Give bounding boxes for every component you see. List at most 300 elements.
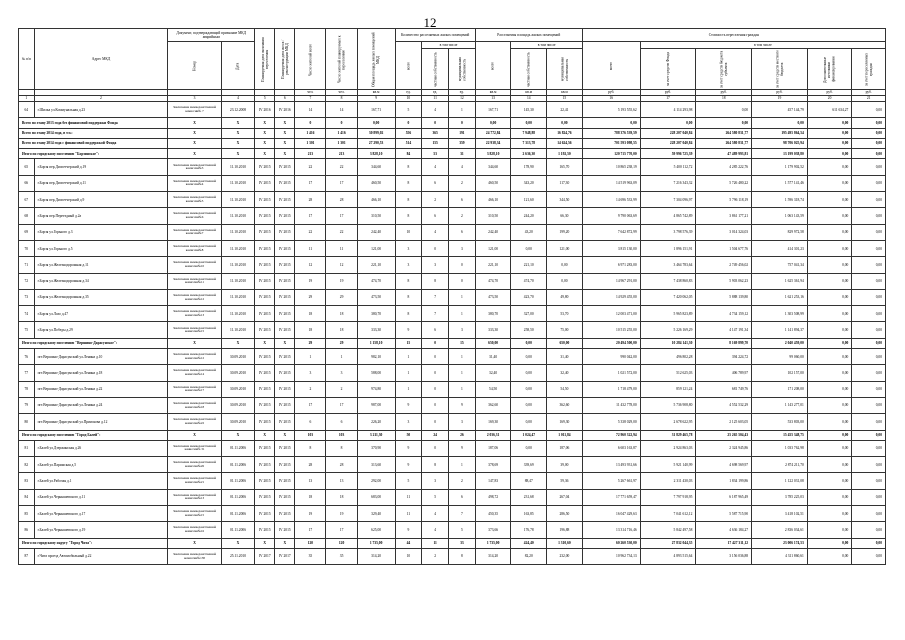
row-address: г.Балей ул.Рабочая д.1 [34, 473, 168, 489]
row-address: пгт.Вершино-Дарасунский ул.Ленина д.18 [34, 365, 168, 381]
summary-value-c17: 0,00 [640, 118, 696, 128]
row-value-c15: 362,60 [547, 397, 583, 413]
row-plan-date: IV 2015 [255, 440, 275, 456]
row-document [168, 208, 221, 224]
summary-value-c10: 514 [395, 138, 422, 148]
row-value-c7: 17 [295, 208, 326, 224]
row-number: 73 [19, 289, 35, 305]
column-number-cell: 2 [34, 96, 168, 102]
header-rooms-total: всего [395, 42, 422, 90]
row-document [168, 159, 221, 175]
row-value-c11: 4 [422, 506, 449, 522]
row-value-c11: 0 [422, 381, 449, 397]
row-value-c13: 169,30 [475, 414, 511, 430]
summary-value-c8: 213 [326, 149, 357, 159]
row-address: г.Борзя ул.Победы д.29 [34, 322, 168, 338]
row-value-c10: 11 [395, 506, 422, 522]
row-value-c12: 6 [449, 489, 476, 505]
row-value-c18: 394 224,72 [696, 349, 752, 365]
header-cost-local: за счет средств местного бюджета [752, 49, 808, 90]
row-value-c21: 0,00 [852, 397, 886, 413]
row-number: 84 [19, 489, 35, 505]
row-value-c13: 473,50 [475, 289, 511, 305]
row-value-c11: 0 [422, 240, 449, 256]
row-value-c12: 7 [449, 506, 476, 522]
row-value-c13: 344,60 [475, 159, 511, 175]
row-plan-date: IV 2015 [255, 457, 275, 473]
table-row [19, 506, 886, 522]
column-number-cell: 3 [168, 96, 221, 102]
row-number: 77 [19, 365, 35, 381]
summary-value-c18: 264 580 831,77 [696, 138, 752, 148]
row-plan-demolish: IV 2015 [275, 159, 295, 175]
row-value-c9: 344,60 [357, 159, 395, 175]
row-value-c21: 0,00 [852, 257, 886, 273]
unit-cell: руб. [807, 90, 852, 96]
row-document-date: 11.10.2010 [221, 289, 254, 305]
document-number: №15 [197, 329, 205, 334]
summary-value-c14: 2 636,30 [511, 149, 547, 159]
row-value-c21: 0,00 [852, 440, 886, 456]
row-document-date: 11.10.2010 [221, 257, 254, 273]
row-plan-date: IV 2015 [255, 240, 275, 256]
row-plan-demolish: IV 2015 [275, 175, 295, 191]
row-value-c14: 221,10 [511, 257, 547, 273]
row-value-c17: 7 797 918,95 [640, 489, 696, 505]
row-value-c13: 221,10 [475, 257, 511, 273]
row-plan-date: IV 2015 [255, 192, 275, 208]
column-number-cell: 21 [852, 96, 886, 102]
row-address: г.Борзя ул.Железнодорожная д.35 [34, 289, 168, 305]
summary-value-c19: 0,00 [752, 118, 808, 128]
document-number: №13 [197, 496, 205, 501]
summary-value-c20: 0,00 [807, 338, 852, 348]
row-value-c8: 28 [326, 192, 357, 208]
row-value-c11: 0 [422, 440, 449, 456]
row-value-c19: 829 972,58 [752, 224, 808, 240]
row-value-c8: 3 [326, 365, 357, 381]
summary-value-c10: 0 [395, 118, 422, 128]
row-value-c18: 5 587 715,90 [696, 506, 752, 522]
row-value-c8: 18 [326, 322, 357, 338]
summary-mark-c3: X [168, 128, 221, 138]
row-document-date: 11.10.2010 [221, 322, 254, 338]
resettlement-table [18, 28, 886, 565]
row-value-c10: 10 [395, 548, 422, 564]
row-value-c11: 2 [422, 192, 449, 208]
row-value-c14: 0,00 [511, 381, 547, 397]
row-value-c10: 3 [395, 414, 422, 430]
row-value-c12: 1 [449, 365, 476, 381]
row-value-c19: 533 803,00 [752, 414, 808, 430]
row-value-c7: 6 [295, 414, 326, 430]
header-doc-number: Номер [168, 42, 221, 90]
row-value-c16: 5 267 661,97 [582, 473, 640, 489]
row-value-c14: 474,70 [511, 273, 547, 289]
row-value-c13: 498,72 [475, 489, 511, 505]
document-number: №18 [197, 404, 205, 409]
row-value-c8: 17 [326, 397, 357, 413]
row-value-c15: 187,06 [547, 440, 583, 456]
header-rooms-private: частная собственность [422, 49, 449, 90]
row-value-c19: 414 301,23 [752, 240, 808, 256]
summary-label: Итого по городскому округу "Город Чита": [19, 538, 168, 548]
row-value-c18: 681 749,76 [696, 381, 752, 397]
summary-mark-c4: X [221, 538, 254, 548]
table-row [19, 192, 886, 208]
summary-value-c11: 0 [422, 118, 449, 128]
summary-value-c21: 0,00 [852, 118, 886, 128]
row-address: г.Борзя ул.Железнодорожная д.34 [34, 273, 168, 289]
row-value-c11: 3 [422, 473, 449, 489]
row-number: 66 [19, 175, 35, 191]
summary-value-c13: 2 036,31 [475, 430, 511, 440]
summary-value-c13: 3 828,10 [475, 149, 511, 159]
row-value-c8: 18 [326, 306, 357, 322]
row-value-c13: 450,35 [475, 506, 511, 522]
row-document [168, 240, 221, 256]
row-document [168, 306, 221, 322]
row-value-c9: 987,00 [357, 397, 395, 413]
row-value-c8: 28 [326, 457, 357, 473]
row-address: пгт.Вершино-Дарасунский ул.Приискова д.12 [34, 414, 168, 430]
summary-value-c16: 60 260 530,00 [582, 538, 640, 548]
row-value-c21: 0,00 [852, 473, 886, 489]
row-value-c9: 683,00 [357, 489, 395, 505]
row-value-c16: 990 042,00 [582, 349, 640, 365]
row-value-c17: 5 842 497,58 [640, 522, 696, 538]
row-document-date: 11.10.2010 [221, 192, 254, 208]
row-plan-date: IV 2015 [255, 473, 275, 489]
summary-value-c7: 29 [295, 338, 326, 348]
unit-cell: руб. [640, 90, 696, 96]
row-document [168, 365, 221, 381]
table-row [19, 397, 886, 413]
row-document [168, 381, 221, 397]
table-row [19, 306, 886, 322]
row-value-c21: 0,00 [852, 522, 886, 538]
row-number: 70 [19, 240, 35, 256]
summary-value-c15: 650,00 [547, 338, 583, 348]
row-value-c17: 5 226 169,29 [640, 322, 696, 338]
summary-value-c13: 24 772,84 [475, 128, 511, 138]
header-total-area: Общая площадь жилых помещений МКД [357, 29, 395, 90]
summary-value-c18: 8 169 899,70 [696, 338, 752, 348]
header-residents: Число жителей всего [295, 29, 326, 90]
row-value-c12: 2 [449, 175, 476, 191]
row-value-c20: 0,00 [807, 506, 852, 522]
row-value-c21: 0,00 [852, 273, 886, 289]
row-value-c11: 8 [422, 273, 449, 289]
row-number: 85 [19, 506, 35, 522]
row-value-c17: 2 311 430,03 [640, 473, 696, 489]
row-value-c15: 32,40 [547, 365, 583, 381]
summary-mark-c5: X [255, 138, 275, 148]
row-document [168, 257, 221, 273]
page-number: 12 [423, 15, 437, 30]
row-value-c18: 5 726 480,22 [696, 175, 752, 191]
column-number-cell: 13 [475, 96, 511, 102]
summary-value-c18: 47 489 993,81 [696, 149, 752, 159]
row-value-c9: 460,50 [357, 175, 395, 191]
row-value-c9: 226,20 [357, 414, 395, 430]
document-type: Заключение межведомственной комиссии [172, 211, 217, 220]
row-address: г.Борзя пер.Диспетчерский д.19 [34, 159, 168, 175]
row-value-c8: 19 [326, 506, 357, 522]
summary-row [19, 430, 886, 440]
row-document [168, 440, 221, 456]
row-plan-demolish: IV 2015 [275, 306, 295, 322]
row-document [168, 175, 221, 191]
row-value-c21: 0,00 [852, 102, 886, 118]
row-document-date: 11.10.2010 [221, 175, 254, 191]
row-value-c12: 1 [449, 306, 476, 322]
row-value-c17: 5 736 908,80 [640, 397, 696, 413]
row-address: пгт.Вершино-Дарасунский ул.Ленина д.24 [34, 397, 168, 413]
summary-mark-c5: X [255, 118, 275, 128]
row-value-c16: 6 971 283,00 [582, 257, 640, 273]
summary-value-c12: 33 [449, 538, 476, 548]
document-number: №12 [197, 355, 205, 360]
row-value-c7: 1 [295, 349, 326, 365]
row-value-c20: 0,00 [807, 548, 852, 564]
row-value-c9: 974,80 [357, 381, 395, 397]
row-value-c7: 18 [295, 322, 326, 338]
summary-value-c8: 103 [326, 430, 357, 440]
row-document-date: 30.09.2010 [221, 397, 254, 413]
row-value-c13: 121,00 [475, 240, 511, 256]
document-type: Заключение межведомственной комиссии [172, 443, 217, 452]
summary-value-c15: 0,00 [547, 118, 583, 128]
row-value-c7: 2 [295, 381, 326, 397]
row-value-c17: 3 798 576,39 [640, 224, 696, 240]
column-number-cell: 4 [221, 96, 254, 102]
row-plan-demolish: IV 2015 [275, 522, 295, 538]
table-row [19, 489, 886, 505]
summary-value-c13: 1 735,00 [475, 538, 511, 548]
row-value-c9: 242,40 [357, 224, 395, 240]
row-value-c17: 512 625,03 [640, 365, 696, 381]
header-cost-extra: Дополнительные источники финансирования [807, 49, 852, 90]
row-value-c15: 75,00 [547, 322, 583, 338]
row-value-c8: 18 [326, 489, 357, 505]
summary-value-c15: 1 011,84 [547, 430, 583, 440]
summary-mark-c4: X [221, 138, 254, 148]
column-number-cell: 15 [547, 96, 583, 102]
row-number: 65 [19, 159, 35, 175]
row-value-c20: 0,00 [807, 273, 852, 289]
row-value-c20: 0,00 [807, 473, 852, 489]
summary-mark-c4: X [221, 338, 254, 348]
summary-mark-c4: X [221, 128, 254, 138]
row-document-date: 01.11.2006 [221, 457, 254, 473]
row-value-c9: 380,70 [357, 306, 395, 322]
summary-mark-c6: X [275, 138, 295, 148]
summary-mark-c5: X [255, 338, 275, 348]
summary-value-c20: 0,00 [807, 430, 852, 440]
summary-row [19, 128, 886, 138]
unit-cell: руб. [752, 90, 808, 96]
row-value-c11: 2 [422, 548, 449, 564]
row-value-c17: 859 121,24 [640, 381, 696, 397]
table-body [19, 102, 886, 565]
row-address: г.Балей ул.Чернышевского д.19 [34, 522, 168, 538]
row-value-c10: 9 [395, 457, 422, 473]
row-plan-demolish: IV 2015 [275, 289, 295, 305]
row-value-c15: 169,30 [547, 414, 583, 430]
row-value-c12: 3 [449, 322, 476, 338]
row-value-c17: 4 865 742,89 [640, 208, 696, 224]
row-value-c20: 0,00 [807, 208, 852, 224]
document-number: №26 [197, 463, 205, 468]
header-area-group: Расселяемая площадь жилых помещений [475, 29, 582, 42]
row-value-c10: 9 [395, 397, 422, 413]
row-value-c8: 12 [326, 257, 357, 273]
document-type: Заключение межведомственной комиссии [172, 352, 217, 360]
header-cost-fund: за счет средств Фонда [640, 49, 696, 90]
row-value-c13: 167,71 [475, 102, 511, 118]
row-value-c7: 19 [295, 273, 326, 289]
summary-value-c9: 27 290,53 [357, 138, 395, 148]
row-value-c17: 7 041 612,12 [640, 506, 696, 522]
row-value-c18: 0,00 [696, 102, 752, 118]
row-value-c19: 1 063 143,59 [752, 208, 808, 224]
row-value-c20: 0,00 [807, 192, 852, 208]
summary-value-c10: 15 [395, 338, 422, 348]
row-value-c11: 0 [422, 414, 449, 430]
row-value-c15: 165,70 [547, 159, 583, 175]
row-value-c17: 5 400 112,72 [640, 159, 696, 175]
summary-label: Всего по этапу 2014 года, в т.ч.: [19, 128, 168, 138]
column-number-cell: 20 [807, 96, 852, 102]
document-type: Заключение межведомственной комиссии [172, 400, 217, 409]
row-value-c13: 147,83 [475, 473, 511, 489]
row-value-c15: 59,36 [547, 473, 583, 489]
summary-mark-c5: X [255, 430, 275, 440]
document-number: №3 [198, 166, 204, 171]
document-type: Заключение межведомственной комиссии [172, 384, 217, 393]
row-value-c16: 5 338 029,00 [582, 414, 640, 430]
row-plan-date: IV 2015 [255, 224, 275, 240]
document-number: №14 [197, 371, 205, 376]
summary-mark-c3: X [168, 118, 221, 128]
row-document [168, 457, 221, 473]
summary-value-c16: 120 715 770,00 [582, 149, 640, 159]
summary-value-c20: 0,00 [807, 118, 852, 128]
row-value-c21: 0,00 [852, 349, 886, 365]
summary-value-c19: 195 495 864,54 [752, 128, 808, 138]
row-value-c13: 314,20 [475, 548, 511, 564]
summary-label: Итого по городскому поселению "Вершино-Дарасунское": [19, 338, 168, 348]
summary-mark-c3: X [168, 149, 221, 159]
row-value-c9: 314,20 [357, 548, 395, 564]
row-plan-date: IV 2015 [255, 322, 275, 338]
row-document-date: 30.09.2010 [221, 365, 254, 381]
row-value-c17: 1 896 151,91 [640, 240, 696, 256]
row-value-c20: 0,00 [807, 349, 852, 365]
row-value-c14: 163,85 [511, 506, 547, 522]
unit-cell: ед. [449, 90, 476, 96]
summary-value-c20: 0,00 [807, 538, 852, 548]
summary-value-c9: 0,00 [357, 118, 395, 128]
summary-value-c14: 7 948,88 [511, 128, 547, 138]
row-value-c16: 7 642 872,99 [582, 224, 640, 240]
row-value-c13: 54,50 [475, 381, 511, 397]
row-value-c15: 39,00 [547, 457, 583, 473]
summary-value-c8: 120 [326, 538, 357, 548]
header-cost-group: Стоимость переселения граждан [582, 29, 885, 42]
row-value-c14: 121,60 [511, 192, 547, 208]
row-value-c21: 0,00 [852, 506, 886, 522]
summary-mark-c6: X [275, 430, 295, 440]
row-value-c12: 6 [449, 192, 476, 208]
row-value-c8: 6 [326, 414, 357, 430]
row-value-c20: 0,00 [807, 175, 852, 191]
row-value-c11: 3 [422, 257, 449, 273]
summary-value-c19: 98 706 025,94 [752, 138, 808, 148]
row-value-c20: 0,00 [807, 522, 852, 538]
summary-value-c14: 0,00 [511, 118, 547, 128]
row-value-c19: 171 208,00 [752, 381, 808, 397]
row-value-c15: 0,00 [547, 257, 583, 273]
row-value-c8: 17 [326, 175, 357, 191]
row-value-c14: 145,30 [511, 102, 547, 118]
summary-value-c21: 0,00 [852, 430, 886, 440]
row-value-c20: 0,00 [807, 365, 852, 381]
row-document-date: 30.09.2010 [221, 414, 254, 430]
table-row [19, 289, 886, 305]
row-value-c21: 0,00 [852, 192, 886, 208]
row-value-c12: 9 [449, 440, 476, 456]
row-plan-date: IV 2015 [255, 257, 275, 273]
summary-value-c17: 31 829 465,78 [640, 430, 696, 440]
row-value-c20: 0,00 [807, 381, 852, 397]
row-value-c16: 13 314 716,46 [582, 522, 640, 538]
row-document-date: 11.10.2010 [221, 273, 254, 289]
row-value-c18: 1 504 677,76 [696, 240, 752, 256]
unit-cell: руб. [696, 90, 752, 96]
row-plan-date: IV 2015 [255, 506, 275, 522]
row-address: г.Борзя пер.Переездный д.2а [34, 208, 168, 224]
row-value-c17: 7 420 062,05 [640, 289, 696, 305]
column-number-cell: 6 [275, 96, 295, 102]
unit-cell: чел. [326, 90, 357, 96]
row-value-c7: 11 [295, 240, 326, 256]
summary-value-c9: 30 899,02 [357, 128, 395, 138]
row-value-c12: 0 [449, 257, 476, 273]
table-row [19, 273, 886, 289]
row-value-c17: 3 464 783,64 [640, 257, 696, 273]
table-row [19, 457, 886, 473]
summary-value-c11: 11 [422, 538, 449, 548]
row-value-c9: 313,60 [357, 457, 395, 473]
row-value-c13: 474,70 [475, 273, 511, 289]
document-number: №16 [197, 528, 205, 533]
summary-value-c21: 0,00 [852, 338, 886, 348]
row-value-c18: 3 156 036,88 [696, 548, 752, 564]
summary-value-c9: 1 735,00 [357, 538, 395, 548]
row-value-c16: 9 790 063,69 [582, 208, 640, 224]
summary-value-c21: 0,00 [852, 128, 886, 138]
row-plan-date: IV 2015 [255, 289, 275, 305]
row-value-c7: 29 [295, 289, 326, 305]
row-value-c9: 329,40 [357, 506, 395, 522]
summary-value-c20: 0,00 [807, 149, 852, 159]
row-value-c17: 4 114 293,98 [640, 102, 696, 118]
row-value-c20: 0,00 [807, 159, 852, 175]
row-value-c21: 0,00 [852, 365, 886, 381]
row-value-c19: 1 625 361,94 [752, 273, 808, 289]
